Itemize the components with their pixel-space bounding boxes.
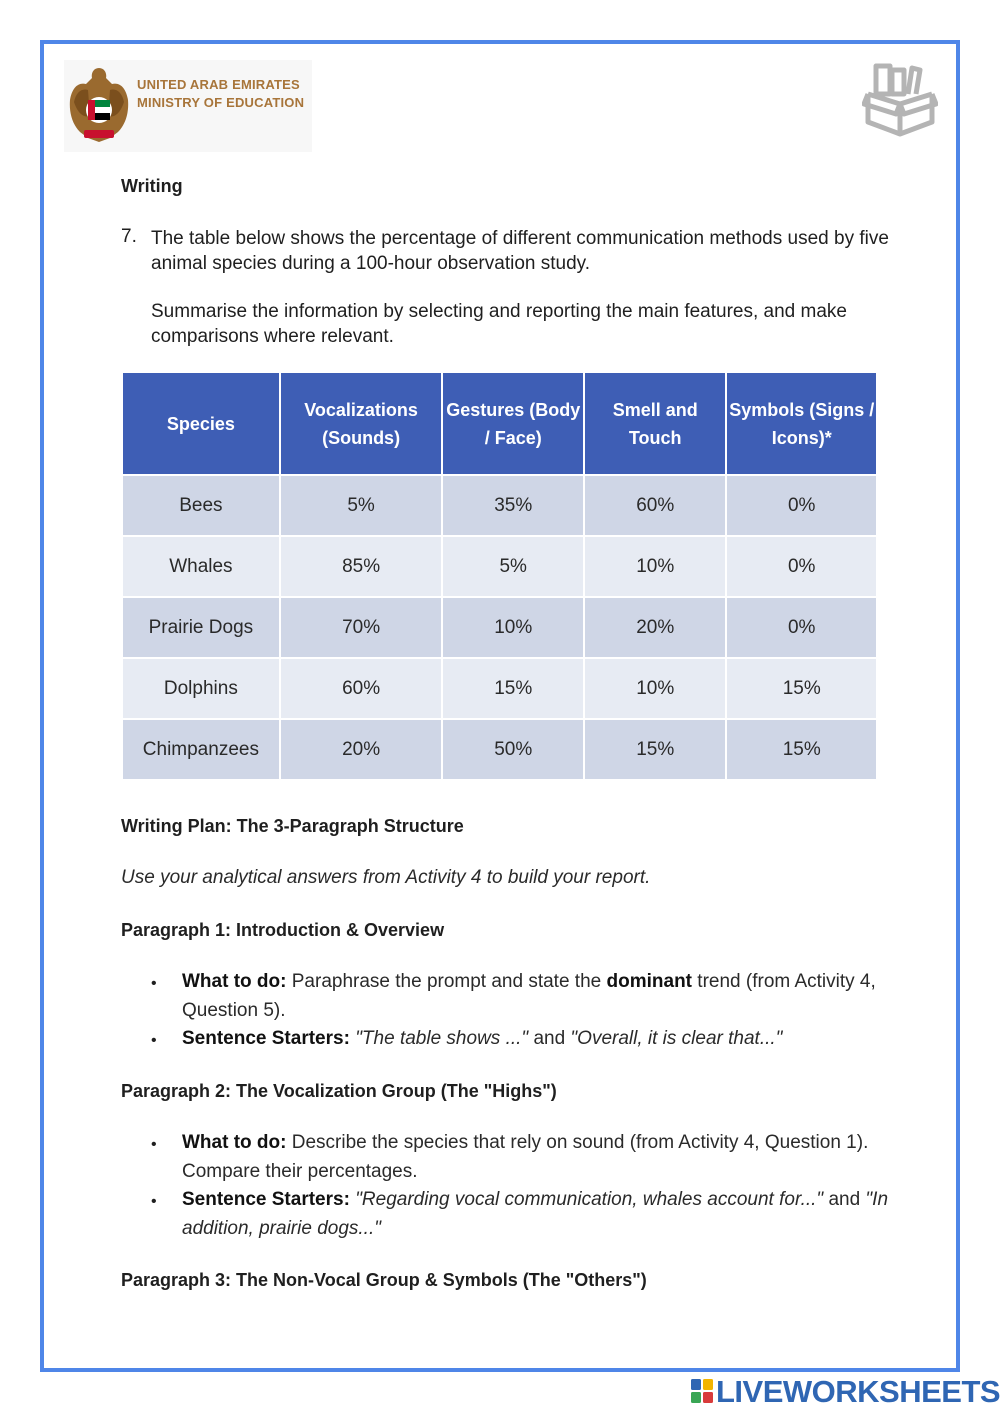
table-cell: 0%: [726, 475, 877, 536]
table-cell: 85%: [280, 536, 443, 597]
header-smell-touch: Smell and Touch: [584, 372, 726, 475]
table-cell: Dolphins: [122, 658, 280, 719]
table-header-row: [122, 372, 877, 475]
table-row: [122, 475, 877, 536]
header-vocalizations: Vocalizations (Sounds): [280, 372, 443, 475]
paragraph-1-title: Paragraph 1: Introduction & Overview: [121, 920, 445, 940]
table-cell: Whales: [122, 536, 280, 597]
table-row: [122, 536, 877, 597]
bullet-icon: •: [151, 975, 157, 992]
table-cell: Chimpanzees: [122, 719, 280, 780]
table-row: [122, 597, 877, 658]
logo-line-1: UNITED ARAB EMIRATES: [137, 77, 300, 92]
falcon-emblem-icon: [66, 62, 132, 146]
table-cell: 70%: [280, 597, 443, 658]
p1-sentence-starters: Sentence Starters: "The table shows ..." and "Overall, it is clear that...": [182, 1028, 783, 1049]
bullet-icon: •: [151, 1136, 157, 1153]
table-cell: Bees: [122, 475, 280, 536]
liveworksheets-logo-icon: [690, 1378, 714, 1404]
table-cell: 10%: [584, 658, 726, 719]
box-books-icon: [862, 60, 938, 140]
logo-line-2: MINISTRY OF EDUCATION: [137, 95, 305, 110]
table-cell: 20%: [584, 597, 726, 658]
communication-table: [121, 371, 878, 781]
table-cell: 50%: [442, 719, 584, 780]
bullet-icon: •: [151, 1193, 157, 1210]
table-cell: 60%: [280, 658, 443, 719]
p2-sentence-starters: Sentence Starters: "Regarding vocal communication, whales account for..." and "In addition, prairie dogs...": [182, 1189, 889, 1239]
question-number: 7.: [121, 226, 137, 247]
table-cell: 0%: [726, 597, 877, 658]
table-cell: 15%: [726, 658, 877, 719]
section-title: Writing: [121, 176, 183, 196]
header-species: Species: [122, 372, 280, 475]
table-cell: 15%: [442, 658, 584, 719]
table-cell: 10%: [442, 597, 584, 658]
p2-what-to-do: What to do: Describe the species that rely on sound (from Activity 4, Question 1). Compare their percentages.: [182, 1132, 869, 1182]
writing-plan-title: Writing Plan: The 3-Paragraph Structure: [121, 816, 464, 836]
table-cell: 10%: [584, 536, 726, 597]
question-prompt: The table below shows the percentage of different communication methods used by five animal species during a 100-hour observation study.: [151, 228, 889, 274]
bullet-icon: •: [151, 1032, 157, 1049]
ministry-logo: [64, 60, 312, 152]
table-cell: Prairie Dogs: [122, 597, 280, 658]
table-cell: 15%: [726, 719, 877, 780]
writing-plan-intro: Use your analytical answers from Activity 4 to build your report.: [121, 867, 651, 888]
table-cell: 35%: [442, 475, 584, 536]
table-row: [122, 658, 877, 719]
paragraph-2-title: Paragraph 2: The Vocalization Group (The "Highs"): [121, 1081, 557, 1101]
table-cell: 5%: [280, 475, 443, 536]
paragraph-3-title: Paragraph 3: The Non-Vocal Group & Symbols (The "Others"): [121, 1270, 647, 1290]
header-symbols: Symbols (Signs / Icons)*: [726, 372, 877, 475]
table-cell: 5%: [442, 536, 584, 597]
table-cell: 20%: [280, 719, 443, 780]
table-cell: 0%: [726, 536, 877, 597]
p1-what-to-do: What to do: Paraphrase the prompt and state the dominant trend (from Activity 4, Question 5).: [182, 971, 876, 1021]
table-row: [122, 719, 877, 780]
question-instruction: Summarise the information by selecting and reporting the main features, and make comparisons where relevant.: [151, 301, 847, 347]
watermark-text: LIVEWORKSHEETS: [716, 1374, 1000, 1409]
table-cell: 60%: [584, 475, 726, 536]
header-gestures: Gestures (Body / Face): [442, 372, 584, 475]
table-cell: 15%: [584, 719, 726, 780]
